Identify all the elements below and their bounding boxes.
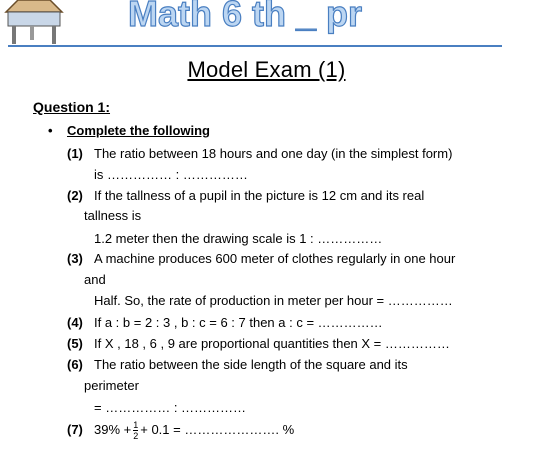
instruction-text: Complete the following bbox=[67, 123, 210, 138]
instruction bbox=[48, 123, 210, 138]
page-title: Model Exam (1) bbox=[187, 57, 346, 82]
item-number: (4) bbox=[67, 315, 83, 330]
item-number: (6) bbox=[67, 357, 83, 372]
item-text-b: + 0.1 = …………………. % bbox=[140, 421, 295, 437]
item-text: If the tallness of a pupil in the picture is 12 cm and its real bbox=[94, 188, 425, 203]
item-1 bbox=[67, 146, 452, 161]
fraction-numerator: 1 bbox=[133, 420, 139, 430]
item-3-cont-2: Half. So, the rate of production in meter per hour = …………… bbox=[94, 293, 453, 308]
item-6-cont: perimeter bbox=[84, 378, 139, 393]
item-6-cont-2: = …………… : …………… bbox=[94, 400, 247, 415]
header-rule bbox=[8, 45, 502, 47]
item-5 bbox=[67, 336, 450, 351]
banner-text: Math 6 th _ pr bbox=[128, 0, 363, 34]
item-text: A machine produces 600 meter of clothes regularly in one hour bbox=[94, 251, 456, 266]
item-number: (1) bbox=[67, 146, 83, 161]
item-text: The ratio between 18 hours and one day (in the simplest form) bbox=[94, 146, 453, 161]
item-number: (5) bbox=[67, 336, 83, 351]
item-2-cont: tallness is bbox=[84, 208, 142, 223]
item-1-cont: is …………… : …………… bbox=[94, 167, 248, 182]
item-text: If X , 18 , 6 , 9 are proportional quantities then X = …………… bbox=[94, 336, 450, 351]
item-number: (3) bbox=[67, 251, 83, 266]
question-heading: Question 1: bbox=[33, 99, 111, 115]
item-4 bbox=[67, 315, 383, 330]
item-3-cont: and bbox=[84, 272, 106, 287]
item-number: (2) bbox=[67, 188, 83, 203]
item-text-a: 39% + bbox=[94, 421, 132, 437]
fraction-denominator: 2 bbox=[133, 431, 139, 441]
header-illustration bbox=[0, 0, 533, 50]
item-text: The ratio between the side length of the square and its bbox=[94, 357, 408, 372]
item-number: (7) bbox=[67, 421, 83, 437]
fraction bbox=[133, 420, 138, 441]
item-text: If a : b = 2 : 3 , b : c = 6 : 7 then a : c = …………… bbox=[94, 315, 383, 330]
item-3 bbox=[67, 251, 455, 266]
item-7 bbox=[67, 420, 294, 441]
bullet-icon: • bbox=[48, 123, 53, 138]
item-6 bbox=[67, 357, 408, 372]
item-2-cont-2: 1.2 meter then the drawing scale is 1 : …………… bbox=[94, 231, 383, 246]
item-2 bbox=[67, 188, 424, 203]
